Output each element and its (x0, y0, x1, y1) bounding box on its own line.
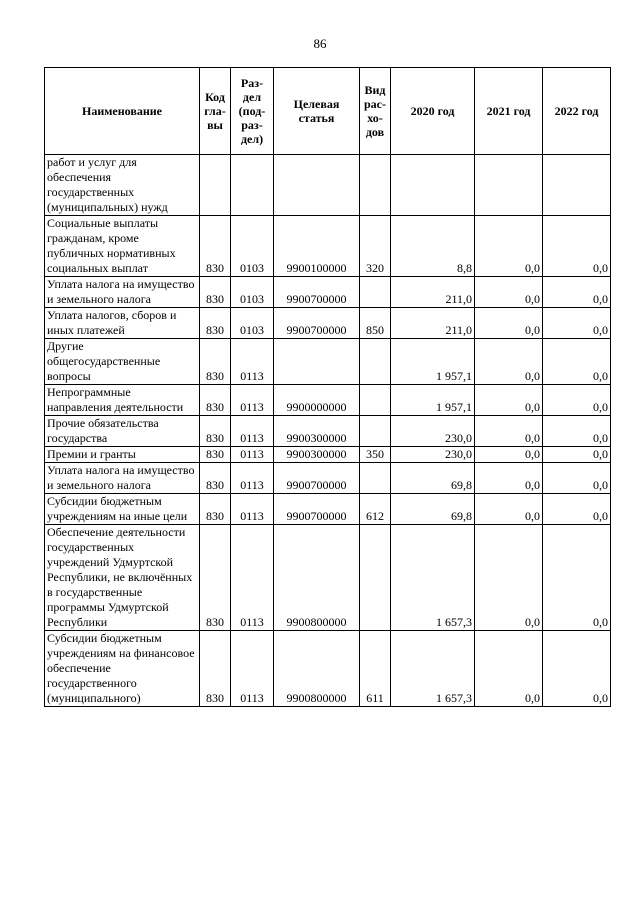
cell-name: Обеспечение деятельности государственных учреждений Удмуртской Республики, не включённых в государственные программы Удмуртской Республики (45, 525, 200, 631)
cell-y2020: 8,8 (391, 216, 475, 277)
cell-y2021: 0,0 (475, 308, 543, 339)
cell-name: Субсидии бюджетным учреждениям на иные цели (45, 494, 200, 525)
cell-name: Уплата налогов, сборов и иных платежей (45, 308, 200, 339)
cell-name: работ и услуг для обеспечения государственных (муниципальных) нужд (45, 155, 200, 216)
cell-target: 9900800000 (274, 631, 360, 707)
cell-exptype (360, 416, 391, 447)
header-name: Наименование (45, 68, 200, 155)
cell-code: 830 (200, 385, 231, 416)
cell-name: Непрограммные направления деятельности (45, 385, 200, 416)
cell-name: Уплата налога на имущество и земельного налога (45, 277, 200, 308)
cell-y2020: 1 957,1 (391, 385, 475, 416)
table-row (45, 463, 611, 494)
cell-target: 9900300000 (274, 447, 360, 463)
cell-y2021: 0,0 (475, 216, 543, 277)
header-y2022: 2022 год (543, 68, 611, 155)
cell-name: Субсидии бюджетным учреждениям на финансовое обеспечение государственного (муниципального) (45, 631, 200, 707)
header-y2020: 2020 год (391, 68, 475, 155)
cell-section: 0103 (231, 308, 274, 339)
cell-name: Премии и гранты (45, 447, 200, 463)
cell-y2021: 0,0 (475, 494, 543, 525)
cell-y2022: 0,0 (543, 447, 611, 463)
table-row (45, 631, 611, 707)
cell-target: 9900800000 (274, 525, 360, 631)
cell-code: 830 (200, 525, 231, 631)
cell-exptype: 350 (360, 447, 391, 463)
cell-y2021: 0,0 (475, 277, 543, 308)
cell-code: 830 (200, 216, 231, 277)
cell-name: Другие общегосударственные вопросы (45, 339, 200, 385)
cell-target: 9900700000 (274, 463, 360, 494)
table-row (45, 525, 611, 631)
cell-code: 830 (200, 339, 231, 385)
cell-name: Социальные выплаты гражданам, кроме публичных нормативных социальных выплат (45, 216, 200, 277)
table-row (45, 416, 611, 447)
cell-code: 830 (200, 463, 231, 494)
cell-y2020: 230,0 (391, 447, 475, 463)
cell-y2020 (391, 155, 475, 216)
header-code: Код гла-вы (200, 68, 231, 155)
budget-table (44, 67, 611, 707)
header-exptype: Вид рас-хо-дов (360, 68, 391, 155)
cell-target: 9900300000 (274, 416, 360, 447)
cell-exptype (360, 339, 391, 385)
cell-y2022: 0,0 (543, 277, 611, 308)
cell-target: 9900000000 (274, 385, 360, 416)
cell-section: 0113 (231, 494, 274, 525)
cell-exptype (360, 525, 391, 631)
cell-section: 0113 (231, 385, 274, 416)
cell-code: 830 (200, 447, 231, 463)
cell-y2020: 1 957,1 (391, 339, 475, 385)
header-y2021: 2021 год (475, 68, 543, 155)
table-row (45, 216, 611, 277)
cell-y2020: 230,0 (391, 416, 475, 447)
cell-y2022: 0,0 (543, 463, 611, 494)
cell-code: 830 (200, 416, 231, 447)
cell-section: 0113 (231, 463, 274, 494)
cell-y2022: 0,0 (543, 525, 611, 631)
cell-section: 0103 (231, 216, 274, 277)
cell-section: 0113 (231, 525, 274, 631)
cell-y2021: 0,0 (475, 447, 543, 463)
cell-target: 9900700000 (274, 308, 360, 339)
cell-section: 0103 (231, 277, 274, 308)
page-number: 86 (313, 36, 327, 51)
cell-code: 830 (200, 631, 231, 707)
cell-y2022: 0,0 (543, 216, 611, 277)
table-row (45, 494, 611, 525)
cell-y2022: 0,0 (543, 339, 611, 385)
cell-y2022: 0,0 (543, 494, 611, 525)
cell-y2021: 0,0 (475, 416, 543, 447)
cell-section: 0113 (231, 339, 274, 385)
cell-target: 9900100000 (274, 216, 360, 277)
cell-y2020: 1 657,3 (391, 631, 475, 707)
cell-section: 0113 (231, 631, 274, 707)
cell-y2021 (475, 155, 543, 216)
cell-y2021: 0,0 (475, 463, 543, 494)
header-section: Раз-дел (под-раз-дел) (231, 68, 274, 155)
cell-exptype: 611 (360, 631, 391, 707)
cell-y2020: 1 657,3 (391, 525, 475, 631)
cell-y2020: 69,8 (391, 494, 475, 525)
cell-code: 830 (200, 494, 231, 525)
cell-section: 0113 (231, 447, 274, 463)
cell-name: Уплата налога на имущество и земельного налога (45, 463, 200, 494)
cell-y2020: 211,0 (391, 308, 475, 339)
cell-exptype: 850 (360, 308, 391, 339)
cell-y2021: 0,0 (475, 631, 543, 707)
cell-y2022: 0,0 (543, 308, 611, 339)
cell-y2020: 211,0 (391, 277, 475, 308)
table-row (45, 308, 611, 339)
cell-y2022: 0,0 (543, 385, 611, 416)
cell-exptype (360, 385, 391, 416)
cell-code: 830 (200, 308, 231, 339)
table-row (45, 339, 611, 385)
cell-target (274, 339, 360, 385)
cell-section (231, 155, 274, 216)
table-header-row (45, 68, 611, 155)
cell-y2021: 0,0 (475, 339, 543, 385)
table-row (45, 447, 611, 463)
table-row (45, 277, 611, 308)
cell-y2020: 69,8 (391, 463, 475, 494)
table-row (45, 385, 611, 416)
cell-exptype (360, 463, 391, 494)
cell-target: 9900700000 (274, 494, 360, 525)
cell-y2022: 0,0 (543, 631, 611, 707)
cell-exptype (360, 155, 391, 216)
cell-section: 0113 (231, 416, 274, 447)
cell-y2022: 0,0 (543, 416, 611, 447)
cell-target (274, 155, 360, 216)
cell-code (200, 155, 231, 216)
cell-name: Прочие обязательства государства (45, 416, 200, 447)
cell-exptype: 612 (360, 494, 391, 525)
cell-target: 9900700000 (274, 277, 360, 308)
cell-y2021: 0,0 (475, 525, 543, 631)
header-target: Целевая статья (274, 68, 360, 155)
cell-code: 830 (200, 277, 231, 308)
cell-y2021: 0,0 (475, 385, 543, 416)
cell-exptype: 320 (360, 216, 391, 277)
cell-y2022 (543, 155, 611, 216)
cell-exptype (360, 277, 391, 308)
table-row (45, 155, 611, 216)
